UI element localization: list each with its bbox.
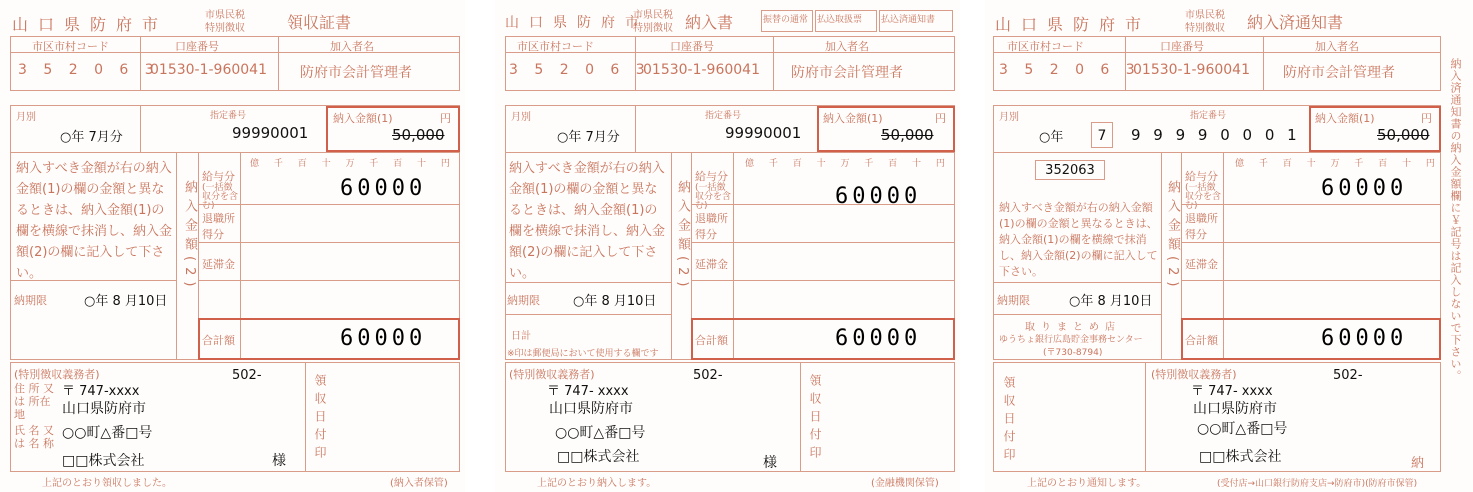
city-code: 3 5 2 0 6 3 — [999, 62, 1141, 78]
footer-right: (金融機関保管) — [871, 478, 939, 489]
postal-tail: 502- — [1333, 368, 1363, 383]
honorific: 様 — [272, 453, 286, 469]
amount2-side-label: 納入金額(2) — [182, 180, 197, 293]
footer-left: 上記のとおり通知します。 — [1027, 478, 1147, 489]
small-note-3: 払込済通知書 — [879, 10, 953, 32]
code-col-header: 市区市村コード — [517, 40, 594, 53]
receipt-stamp-label: 領収日付印 — [808, 374, 822, 464]
address-street: ○○町△番□号 — [62, 425, 153, 441]
postal-tail: 502- — [693, 368, 723, 383]
receipt-stamp-label: 領収日付印 — [1002, 376, 1016, 466]
designation-label: 指定番号 — [210, 111, 247, 121]
collect-title: 取りまとめ店 — [1025, 322, 1121, 333]
side-note: 納入済通知書の納入金額欄に￥記号は記入しないで下さい。 — [1449, 58, 1462, 382]
yen-label: 円 — [935, 112, 946, 125]
due-value: ○年 8 月10日 — [1069, 294, 1153, 309]
total-amount: 60000 — [835, 326, 922, 351]
month-value: ○年 — [1039, 130, 1064, 145]
salary-sublabel: (一括徴収分を含む) — [1185, 183, 1222, 211]
tax-type-2: 特別徴収 — [1185, 23, 1225, 34]
collect-branch: ゆうちょ銀行広島貯金事務センター — [999, 335, 1143, 345]
tax-type-2: 特別徴収 — [633, 23, 673, 34]
document-title: 納入書 — [685, 13, 734, 32]
amount1-label: 納入金額(1) — [333, 112, 393, 125]
payer-title: (特別徴収義務者) — [1151, 368, 1237, 381]
city-code: 3 5 2 0 6 3 — [509, 62, 651, 78]
retire-label: 退職所得分 — [1185, 212, 1218, 241]
due-value: ○年 8 月10日 — [573, 294, 657, 309]
receipt-stamp-label: 領収日付印 — [313, 374, 327, 464]
member-col-header: 加入者名 — [1315, 40, 1359, 53]
member-name: 防府市会計管理者 — [791, 65, 903, 81]
address-city: 山口県防府市 — [62, 401, 146, 417]
tax-type-1: 市県民税 — [1185, 10, 1225, 21]
salary-sublabel: (一括徴収分を含む) — [695, 183, 732, 211]
account-col-header: 口座番号 — [1160, 40, 1204, 53]
tax-type-1: 市県民税 — [633, 10, 673, 21]
yen-label: 円 — [1421, 112, 1432, 125]
amount1-label: 納入金額(1) — [823, 112, 883, 125]
collect-postal: (〒730-8794) — [1043, 348, 1103, 358]
document-title: 領収証書 — [287, 13, 352, 32]
amount1-value: 50,000 — [392, 126, 445, 144]
instruction-note: 納入すべき金額が右の納入金額(1)の欄の金額と異なるときは、納入金額(1)の欄を横線で抹消し、納入金額(2)の欄に記入して下さい。 — [16, 161, 173, 281]
payment-slip — [495, 0, 960, 492]
designation-label: 指定番号 — [705, 111, 742, 121]
post-office-note: ※印は郵便局において使用する欄です — [507, 349, 659, 359]
tax-type-2: 特別徴収 — [205, 23, 245, 34]
member-name: 防府市会計管理者 — [1283, 65, 1395, 81]
address-label: 住 所 又は 所在地 — [14, 382, 54, 421]
footer-left: 上記のとおり領収しました。 — [42, 478, 172, 489]
due-value: ○年 8 月10日 — [84, 294, 168, 309]
small-note-1: 振替の通常 — [761, 10, 813, 32]
postal-tail: 502- — [232, 368, 262, 383]
member-col-header: 加入者名 — [330, 40, 374, 53]
late-fee-label: 延滞金 — [202, 258, 235, 271]
footer-right: (受付店→山口銀行防府支店→防府市)(防府市保管) — [1217, 479, 1418, 489]
designation-digits: 9 9 9 9 0 0 0 1 — [1131, 126, 1301, 144]
retire-label: 退職所得分 — [695, 212, 728, 241]
payment-mark: 納 — [1411, 456, 1425, 471]
member-name: 防府市会計管理者 — [300, 65, 412, 81]
salary-label: 給与分 — [1185, 170, 1218, 183]
account-col-header: 口座番号 — [670, 40, 714, 53]
tax-type-1: 市県民税 — [205, 10, 245, 21]
amount1-value: 50,000 — [1377, 126, 1430, 144]
address-street: ○○町△番□号 — [555, 425, 646, 441]
address-street: ○○町△番□号 — [1197, 421, 1288, 437]
account-number: 01530-1-960041 — [1133, 62, 1250, 78]
account-number: 01530-1-960041 — [643, 62, 760, 78]
late-fee-label: 延滞金 — [695, 258, 728, 271]
salary-amount: 60000 — [1321, 176, 1408, 201]
city-code-box: 352063 — [1035, 160, 1105, 180]
footer-right: (納入者保管) — [390, 478, 448, 489]
amount1-label: 納入金額(1) — [1315, 112, 1375, 125]
payer-title: (特別徴収義務者) — [509, 368, 595, 381]
month-label: 月別 — [999, 112, 1019, 123]
receipt-slip — [0, 0, 465, 492]
total-label: 合計額 — [202, 334, 235, 347]
month-label: 月別 — [511, 112, 531, 123]
postal-code: 〒 747- xxxx — [547, 384, 629, 399]
amount2-side-label: 納入金額(2) — [1165, 180, 1180, 293]
postal-code: 〒 747- xxxx — [1191, 384, 1273, 399]
city-header: 山口県防府市 — [12, 15, 169, 34]
document-title: 納入済通知書 — [1247, 13, 1344, 32]
due-label: 納期限 — [507, 294, 540, 307]
amount1-value: 50,000 — [881, 126, 934, 144]
address-city: 山口県防府市 — [1193, 401, 1277, 417]
month-box: 7 — [1091, 122, 1113, 148]
amount2-side-label: 納入金額(2) — [675, 180, 690, 293]
city-header: 山口県防府市 — [995, 15, 1152, 34]
month-value: ○年 7月分 — [557, 130, 620, 145]
address-city: 山口県防府市 — [549, 401, 633, 417]
digit-header: 億 千 百 十 万 千 百 十 円 — [1235, 159, 1441, 169]
total-amount: 60000 — [1321, 326, 1408, 351]
salary-amount: 60000 — [835, 184, 922, 209]
city-code: 3 5 2 0 6 3 — [18, 62, 160, 78]
due-label: 納期限 — [997, 294, 1030, 307]
digit-header: 億 千 百 十 万 千 百 十 円 — [250, 159, 456, 169]
total-amount: 60000 — [340, 326, 427, 351]
member-col-header: 加入者名 — [825, 40, 869, 53]
designation-number: 99990001 — [232, 124, 309, 142]
payer-title: (特別徴収義務者) — [14, 368, 100, 381]
digit-header: 億 千 百 十 万 千 百 十 円 — [745, 159, 951, 169]
small-note-2: 払込取扱票 — [815, 10, 877, 32]
salary-sublabel: (一括徴収分を含む) — [202, 183, 239, 211]
salary-label: 給与分 — [695, 170, 728, 183]
code-col-header: 市区市村コード — [32, 40, 109, 53]
retire-label: 退職所得分 — [202, 212, 235, 241]
instruction-note: 納入すべき金額が右の納入金額(1)の欄の金額と異なるときは、納入金額(1)の欄を横線で抹消し、納入金額(2)の欄に記入して下さい。 — [509, 161, 666, 281]
company-name: □□株式会社 — [1199, 449, 1282, 465]
due-label: 納期限 — [14, 294, 47, 307]
name-label: 氏 名 又は 名 称 — [14, 424, 54, 450]
instruction-note: 納入すべき金額が右の納入金額(1)の欄の金額と異なるときは、納入金額(1)の欄を横線で抹消し、納入金額(2)の欄に記入して下さい。 — [999, 201, 1158, 278]
account-col-header: 口座番号 — [175, 40, 219, 53]
code-col-header: 市区市村コード — [1007, 40, 1084, 53]
total-label: 合計額 — [1185, 334, 1218, 347]
month-value: ○年 7月分 — [60, 130, 123, 145]
footer-left: 上記のとおり納入します。 — [537, 478, 657, 489]
city-header: 山口県防府市 — [505, 15, 649, 31]
company-name: □□株式会社 — [557, 449, 640, 465]
date-label: 日計 — [511, 331, 531, 342]
total-label: 合計額 — [695, 334, 728, 347]
late-fee-label: 延滞金 — [1185, 258, 1218, 271]
account-number: 01530-1-960041 — [150, 62, 267, 78]
designation-label: 指定番号 — [1190, 111, 1227, 121]
honorific: 様 — [763, 455, 777, 471]
salary-label: 給与分 — [202, 170, 235, 183]
salary-amount: 60000 — [340, 176, 427, 201]
postal-code: 〒 747-xxxx — [62, 384, 140, 399]
yen-label: 円 — [440, 112, 451, 125]
designation-number: 99990001 — [725, 124, 802, 142]
month-label: 月別 — [16, 112, 36, 123]
company-name: □□株式会社 — [62, 453, 145, 469]
payment-notice-slip — [985, 0, 1473, 492]
